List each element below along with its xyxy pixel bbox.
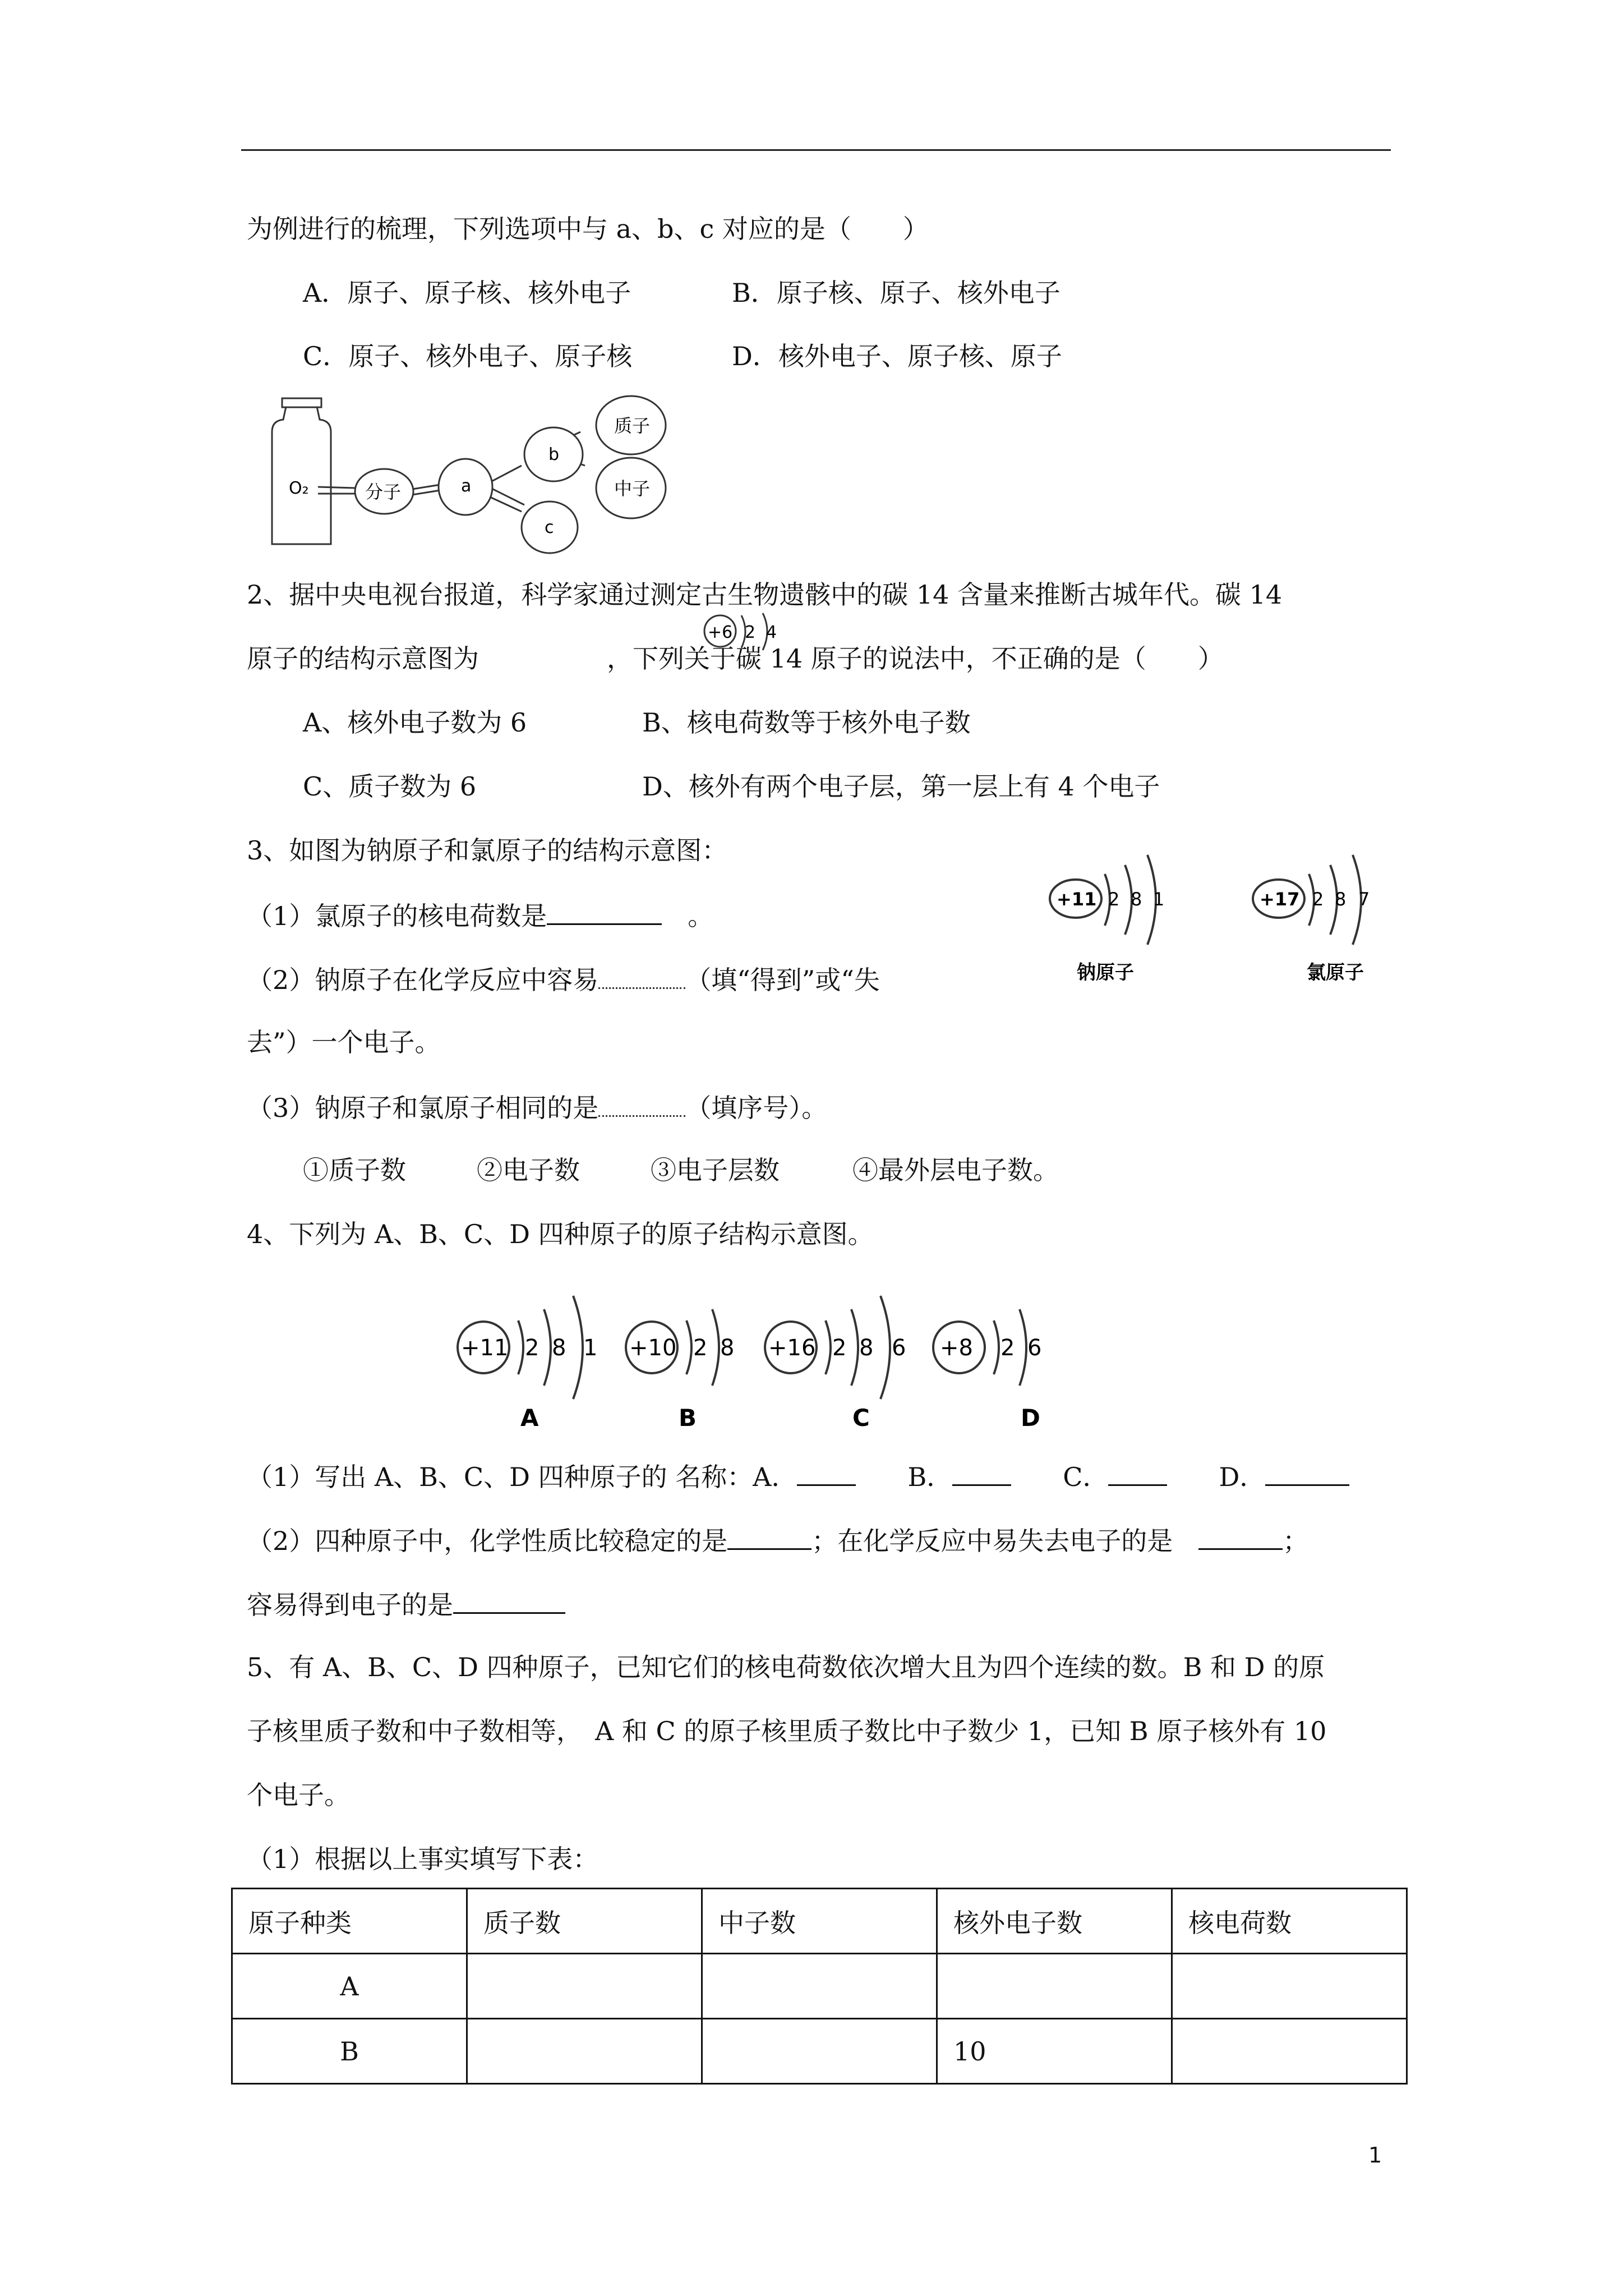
- table-cell: 10: [937, 2019, 1172, 2084]
- chlorine-label: 氯原子: [1307, 961, 1364, 984]
- svg-text:+10: +10: [629, 1335, 677, 1361]
- svg-text:+8: +8: [940, 1335, 973, 1361]
- svg-text:b: b: [548, 445, 560, 464]
- svg-text:8: 8: [1131, 889, 1142, 910]
- table-row: [232, 2019, 1407, 2084]
- svg-text:+16: +16: [768, 1335, 816, 1361]
- svg-text:1: 1: [1153, 889, 1165, 910]
- q3-choice-4: ④最外层电子数。: [852, 1155, 1059, 1185]
- svg-text:8: 8: [552, 1335, 566, 1361]
- atom-label-d: D: [1021, 1404, 1040, 1432]
- q3-part2-cont: 去”）一个电子。: [247, 1027, 441, 1057]
- table-header-cell: 质子数: [467, 1889, 702, 1954]
- svg-text:+6: +6: [708, 623, 733, 642]
- svg-text:2: 2: [525, 1335, 540, 1361]
- table-header-cell: 原子种类: [232, 1889, 467, 1954]
- q4-part2: （2）四种原子中，化学性质比较稳定的是 ；在化学反应中易失去电子的是 ；: [247, 1522, 1308, 1558]
- svg-text:+11: +11: [461, 1335, 509, 1361]
- q1-option-b: B．原子核、原子、核外电子: [732, 278, 1061, 308]
- q2-line2-b: ，下列关于碳 14 原子的说法中，不正确的是（ ）: [607, 643, 1224, 674]
- table-cell: [1172, 2019, 1407, 2084]
- table-cell: [467, 2019, 702, 2084]
- svg-text:分子: 分子: [365, 481, 402, 503]
- svg-text:8: 8: [720, 1335, 735, 1361]
- table-cell: [467, 1954, 702, 2019]
- header-rule: [241, 149, 1391, 151]
- q3-choice-3: ③电子层数: [651, 1155, 780, 1185]
- svg-text:a: a: [461, 476, 472, 496]
- atom-label-a: A: [520, 1404, 539, 1432]
- table-header-cell: 核外电子数: [937, 1889, 1172, 1954]
- table-header-row: [232, 1889, 1407, 1954]
- svg-text:+17: +17: [1260, 889, 1300, 910]
- q2-option-a: A、核外电子数为 6: [303, 707, 527, 738]
- table-header-cell: 中子数: [702, 1889, 937, 1954]
- q1-atom-structure-diagram: [255, 387, 681, 558]
- sodium-chlorine-diagram: [1043, 841, 1424, 995]
- q2-line1: 2、据中央电视台报道，科学家通过测定古生物遗骸中的碳 14 含量来推断古城年代。碳 14: [247, 579, 1283, 610]
- svg-text:2: 2: [693, 1335, 708, 1361]
- svg-text:中子: 中子: [614, 478, 651, 499]
- svg-text:2: 2: [745, 623, 756, 642]
- q5-part1: （1）根据以上事实填写下表：: [247, 1844, 599, 1874]
- table-header-cell: 核电荷数: [1172, 1889, 1407, 1954]
- q4-part1: （1）写出 A、B、C、D 四种原子的 名称：A． B． C． D．: [247, 1458, 1349, 1494]
- svg-text:2: 2: [1000, 1335, 1015, 1361]
- table-row: [232, 1954, 1407, 2019]
- svg-text:质子: 质子: [614, 415, 651, 436]
- q3-choice-1: ①质子数: [303, 1155, 406, 1185]
- q1-option-d: D．核外电子、原子核、原子: [732, 341, 1062, 371]
- q4-atoms-diagram: [449, 1279, 1133, 1438]
- svg-text:6: 6: [892, 1335, 906, 1361]
- q4-title: 4、下列为 A、B、C、D 四种原子的原子结构示意图。: [247, 1219, 874, 1249]
- q4-part2-cont: 容易得到电子的是: [247, 1586, 565, 1622]
- q1-stem: 为例进行的梳理，下列选项中与 a、b、c 对应的是（ ）: [247, 214, 929, 244]
- sodium-label: 钠原子: [1077, 961, 1134, 984]
- table-cell: A: [232, 1954, 467, 2019]
- q2-option-c: C、质子数为 6: [303, 771, 477, 802]
- table-cell: B: [232, 2019, 467, 2084]
- table-cell: [937, 1954, 1172, 2019]
- q5-line2: 子核里质子数和中子数相等， A 和 C 的原子核里质子数比中子数少 1，已知 B 原子核外有 10: [247, 1716, 1327, 1746]
- atom-label-b: B: [679, 1404, 697, 1432]
- svg-text:2: 2: [1312, 889, 1324, 910]
- q3-title: 3、如图为钠原子和氯原子的结构示意图：: [247, 835, 728, 866]
- page-number: 1: [1368, 2143, 1382, 2168]
- q2-option-b: B、核电荷数等于核外电子数: [642, 707, 971, 738]
- svg-text:6: 6: [1027, 1335, 1042, 1361]
- svg-text:8: 8: [859, 1335, 874, 1361]
- q3-part1: （1）氯原子的核电荷数是 。: [247, 898, 713, 933]
- svg-text:+11: +11: [1057, 889, 1097, 910]
- q5-line1: 5、有 A、B、C、D 四种原子，已知它们的核电荷数依次增大且为四个连续的数。B 和 D 的原: [247, 1652, 1325, 1682]
- svg-text:1: 1: [583, 1335, 598, 1361]
- q2-option-d: D、核外有两个电子层，第一层上有 4 个电子: [642, 771, 1160, 802]
- svg-text:4: 4: [766, 623, 777, 642]
- q2-line2-a: 原子的结构示意图为: [247, 643, 479, 674]
- svg-text:8: 8: [1335, 889, 1347, 910]
- svg-text:7: 7: [1358, 889, 1370, 910]
- reagent-bottle-icon: [272, 407, 331, 544]
- q3-part2: （2）钠原子在化学反应中容易 （填“得到”或“失: [247, 961, 880, 997]
- table-cell: [702, 1954, 937, 2019]
- q1-option-a: A．原子、原子核、核外电子: [303, 278, 631, 308]
- bottle-label: O₂: [289, 478, 309, 498]
- svg-text:c: c: [545, 518, 554, 537]
- atom-data-table: [231, 1888, 1408, 2085]
- svg-text:2: 2: [832, 1335, 847, 1361]
- svg-text:2: 2: [1108, 889, 1120, 910]
- q3-part3: （3）钠原子和氯原子相同的是 （填序号）。: [247, 1089, 827, 1125]
- table-cell: [1172, 1954, 1407, 2019]
- q3-choice-2: ②电子数: [477, 1155, 580, 1185]
- q5-line3: 个电子。: [247, 1780, 350, 1810]
- table-cell: [702, 2019, 937, 2084]
- q1-option-c: C．原子、核外电子、原子核: [303, 341, 633, 371]
- atom-label-c: C: [852, 1404, 870, 1432]
